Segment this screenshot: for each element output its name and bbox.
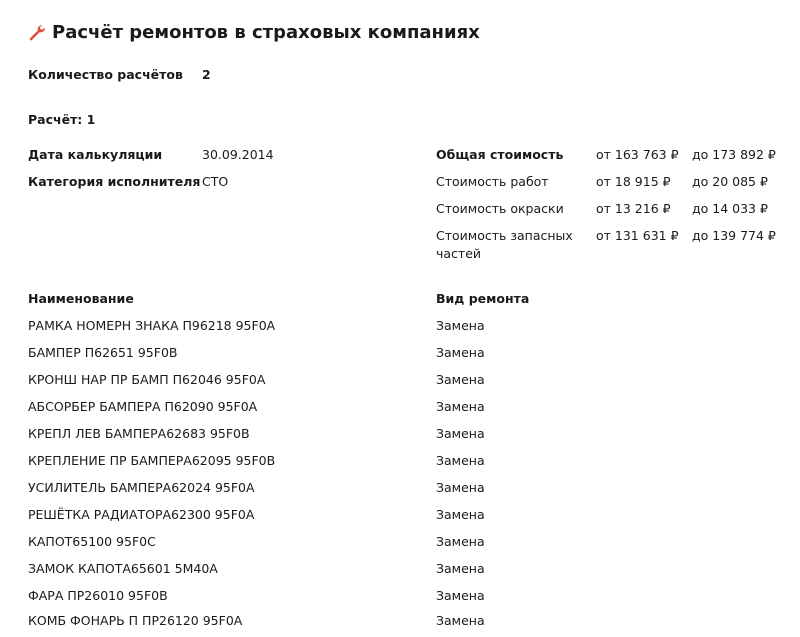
col-header-type: Вид ремонта	[436, 291, 530, 306]
part-name: КРОНШ НАР ПР БАМП П62046 95F0A	[28, 372, 266, 387]
labor-cost-to: до 20 085 ₽	[692, 174, 768, 189]
part-name: КАПОТ65100 95F0C	[28, 534, 156, 549]
part-name: УСИЛИТЕЛЬ БАМПЕРА62024 95F0A	[28, 480, 255, 495]
count-value: 2	[202, 67, 211, 82]
part-name: КРЕПЛЕНИЕ ПР БАМПЕРА62095 95F0B	[28, 453, 276, 468]
col-header-name: Наименование	[28, 291, 134, 306]
repair-type: Замена	[436, 318, 485, 333]
wrench-icon	[28, 24, 46, 42]
page-title: Расчёт ремонтов в страховых компаниях	[52, 22, 480, 43]
category-label: Категория исполнителя	[28, 174, 201, 189]
parts-cost-from: от 131 631 ₽	[596, 228, 679, 243]
repair-type: Замена	[436, 345, 485, 360]
repair-type: Замена	[436, 426, 485, 441]
total-cost-from: от 163 763 ₽	[596, 147, 679, 162]
part-name: ЗАМОК КАПОТА65601 5M40A	[28, 561, 218, 576]
repair-type: Замена	[436, 561, 485, 576]
paint-cost-label: Стоимость окраски	[436, 201, 564, 216]
date-value: 30.09.2014	[202, 147, 274, 162]
repair-type: Замена	[436, 507, 485, 522]
parts-cost-to: до 139 774 ₽	[692, 228, 776, 243]
part-name: КРЕПЛ ЛЕВ БАМПЕРА62683 95F0B	[28, 426, 250, 441]
parts-cost-label: Стоимость запасных частей	[436, 228, 573, 261]
calc-header: Расчёт: 1	[28, 112, 96, 127]
part-name: БАМПЕР П62651 95F0B	[28, 345, 178, 360]
total-cost-to: до 173 892 ₽	[692, 147, 776, 162]
paint-cost-from: от 13 216 ₽	[596, 201, 671, 216]
part-name: АБСОРБЕР БАМПЕРА П62090 95F0A	[28, 399, 258, 414]
part-name: РЕШЁТКА РАДИАТОРА62300 95F0A	[28, 507, 255, 522]
labor-cost-label: Стоимость работ	[436, 174, 549, 189]
page-title-block	[28, 22, 480, 43]
category-value: СТО	[202, 174, 229, 189]
repair-type: Замена	[436, 613, 485, 628]
repair-type: Замена	[436, 534, 485, 549]
part-name: РАМКА НОМЕРН ЗНАКА П96218 95F0A	[28, 318, 276, 333]
repair-type: Замена	[436, 372, 485, 387]
part-name: ФАРА ПР26010 95F0B	[28, 588, 168, 603]
repair-type: Замена	[436, 588, 485, 603]
total-cost-label: Общая стоимость	[436, 147, 564, 162]
paint-cost-to: до 14 033 ₽	[692, 201, 768, 216]
repair-type: Замена	[436, 453, 485, 468]
repair-type: Замена	[436, 399, 485, 414]
repair-type: Замена	[436, 480, 485, 495]
part-name: КОМБ ФОНАРЬ П ПР26120 95F0A	[28, 613, 243, 628]
labor-cost-from: от 18 915 ₽	[596, 174, 671, 189]
date-label: Дата калькуляции	[28, 147, 163, 162]
count-label: Количество расчётов	[28, 67, 183, 82]
